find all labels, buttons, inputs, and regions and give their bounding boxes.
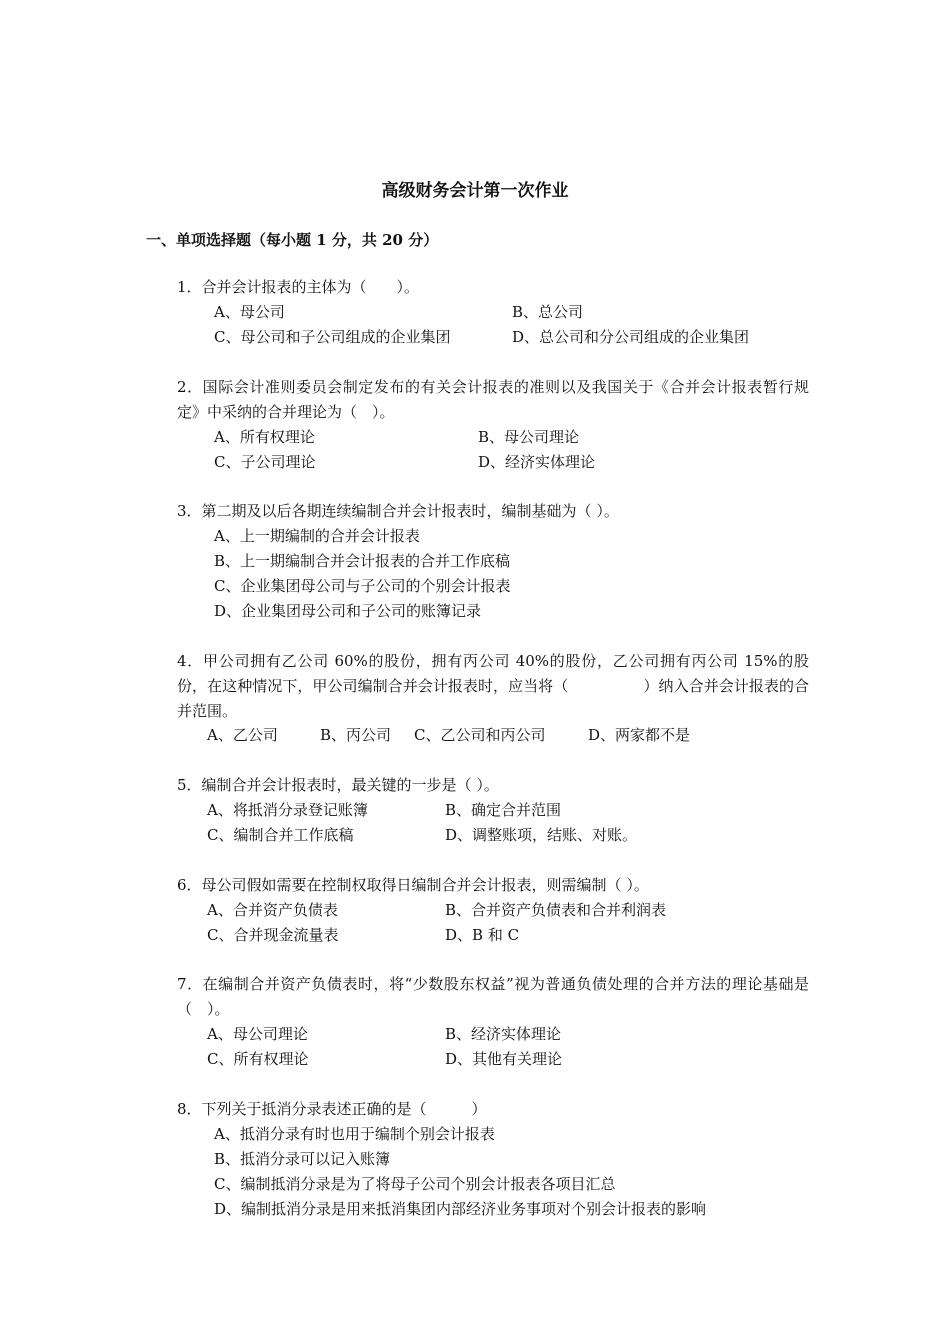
- question-8-option-c: C、编制抵消分录是为了将母子公司个别会计报表各项目汇总: [214, 1175, 616, 1193]
- question-5-option-d: D、调整账项，结账、对账。: [445, 826, 638, 844]
- question-1-option-c: C、母公司和子公司组成的企业集团: [214, 328, 451, 346]
- question-3-option-c: C、企业集团母公司与子公司的个别会计报表: [214, 577, 511, 595]
- question-1-option-a: A、母公司: [214, 303, 285, 321]
- question-3-option-d: D、企业集团母公司和子公司的账簿记录: [214, 602, 482, 620]
- question-5-option-a: A、将抵消分录登记账簿: [207, 801, 368, 819]
- question-4-option-d: D、两家都不是: [588, 726, 691, 744]
- question-1-option-d: D、总公司和分公司组成的企业集团: [512, 328, 750, 346]
- question-8-option-d: D、编制抵消分录是用来抵消集团内部经济业务事项对个别会计报表的影响: [214, 1200, 707, 1218]
- question-6-option-a: A、合并资产负债表: [207, 901, 338, 919]
- question-8-option-a: A、抵消分录有时也用于编制个别会计报表: [214, 1125, 495, 1143]
- question-3-option-b: B、上一期编制合并会计报表的合并工作底稿: [214, 552, 511, 570]
- question-7-option-b: B、经济实体理论: [445, 1025, 562, 1043]
- question-4-option-a: A、乙公司: [207, 726, 278, 744]
- question-4-option-c: C、乙公司和丙公司: [414, 726, 546, 744]
- section-heading: 一、单项选择题（每小题 1 分，共 20 分）: [146, 231, 439, 249]
- question-8-option-b: B、抵消分录可以记入账簿: [214, 1150, 391, 1168]
- question-2-option-d: D、经济实体理论: [478, 453, 596, 471]
- question-2-option-c: C、子公司理论: [214, 453, 316, 471]
- question-5-option-c: C、编制合并工作底稿: [207, 826, 354, 844]
- question-7-stem: 7．在编制合并资产负债表时，将“少数股东权益”视为普通负债处理的合并方法的理论基础是（ ）。: [177, 975, 809, 1018]
- question-7-option-c: C、所有权理论: [207, 1050, 309, 1068]
- question-3-option-a: A、上一期编制的合并会计报表: [214, 527, 420, 545]
- question-6-option-c: C、合并现金流量表: [207, 926, 339, 944]
- question-1-stem: 1．合并会计报表的主体为（ ）。: [177, 278, 420, 296]
- question-5-stem: 5．编制合并会计报表时，最关键的一步是（ ）。: [177, 776, 499, 794]
- question-7-option-a: A、母公司理论: [207, 1025, 308, 1043]
- question-7-option-d: D、其他有关理论: [445, 1050, 563, 1068]
- question-4-stem: 4．甲公司拥有乙公司 60%的股份，拥有丙公司 40%的股份，乙公司拥有丙公司 15%的股份，在这种情况下，甲公司编制合并会计报表时，应当将（ ）纳入合并会计报表的合并范围。: [177, 652, 809, 720]
- question-6-option-b: B、合并资产负债表和合并利润表: [445, 901, 667, 919]
- question-4-option-b: B、丙公司: [320, 726, 392, 744]
- document-title: 高级财务会计第一次作业: [381, 181, 569, 201]
- question-8-stem: 8．下列关于抵消分录表述正确的是（ ）: [177, 1100, 487, 1118]
- question-6-stem: 6．母公司假如需要在控制权取得日编制合并会计报表，则需编制（ ）。: [177, 876, 649, 894]
- question-1-option-b: B、总公司: [512, 303, 584, 321]
- question-6-option-d: D、B 和 C: [445, 926, 520, 944]
- question-3-stem: 3．第二期及以后各期连续编制合并会计报表时，编制基础为（ ）。: [177, 502, 619, 520]
- question-2-option-b: B、母公司理论: [478, 428, 580, 446]
- question-2-option-a: A、所有权理论: [214, 428, 315, 446]
- question-2-stem: 2．国际会计准则委员会制定发布的有关会计报表的准则以及我国关于《合并会计报表暂行规定》中采纳的合并理论为（ ）。: [177, 378, 809, 421]
- question-5-option-b: B、确定合并范围: [445, 801, 562, 819]
